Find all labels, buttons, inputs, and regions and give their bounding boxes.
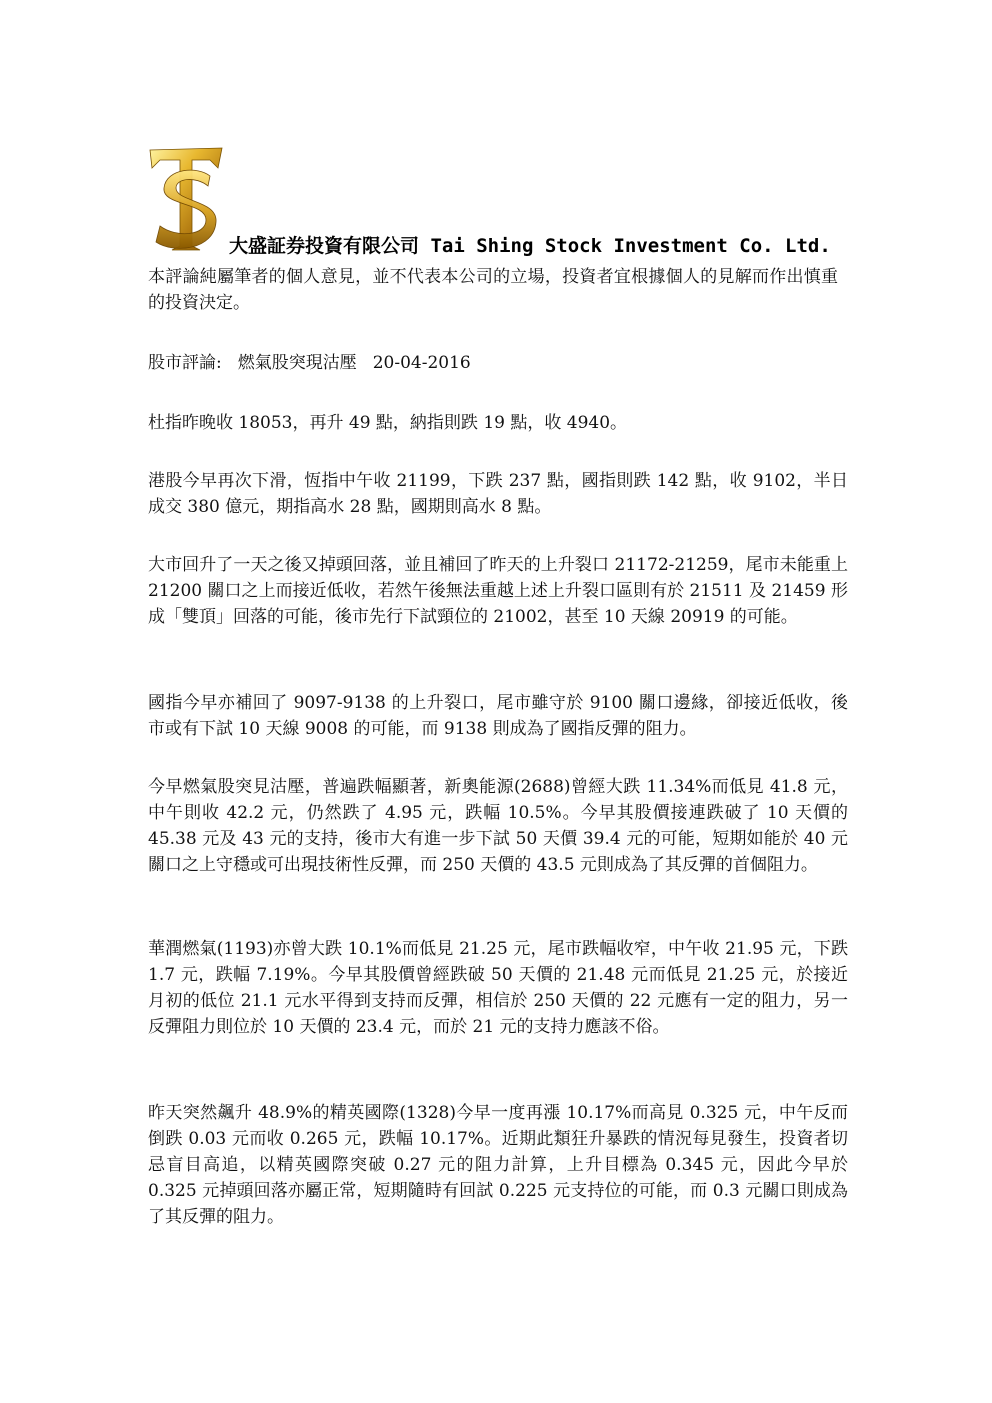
company-name: 大盛証券投資有限公司 Tai Shing Stock Investment Co. Ltd.	[229, 235, 831, 257]
paragraph: 大市回升了一天之後又掉頭回落，並且補回了昨天的上升裂口 21172-21259，尾市未能重上 21200 關口之上而接近低收，若然午後無法重越上述上升裂口區則有於 21511 及 21459 形成「雙頂」回落的可能，後市先行下試頸位的 21002，甚至 10 天線 20919 的可能。	[148, 555, 848, 627]
paragraph: 國指今早亦補回了 9097-9138 的上升裂口，尾市雖守於 9100 關口邊緣，卻接近低收，後市或有下試 10 天線 9008 的可能，而 9138 則成為了國指反彈的阻力。	[148, 693, 848, 739]
paragraph: 今早燃氣股突見沽壓，普遍跌幅顯著，新奧能源(2688)曾經大跌 11.34%而低見 41.8 元，中午則收 42.2 元，仍然跌了 4.95 元，跌幅 10.5%。今早其股價接連跌破了 10 天價的 45.38 元及 43 元的支持，後市大有進一步下試 50 天價 39.4 元的可能，短期如能於 40 元關口之上守穩或可出現技術性反彈，而 250 天價的 43.5 元則成為了其反彈的首個阻力。	[148, 777, 848, 875]
paragraph: 杜指昨晚收 18053，再升 49 點，納指則跌 19 點，收 4940。	[148, 413, 628, 433]
paragraph: 華潤燃氣(1193)亦曾大跌 10.1%而低見 21.25 元，尾市跌幅收窄，中午收 21.95 元，下跌 1.7 元，跌幅 7.19%。今早其股價曾經跌破 50 天價的 21.48 元而低見 21.25 元，於接近月初的低位 21.1 元水平得到支持而反彈，相信於 250 天價的 22 元應有一定的阻力，另一反彈阻力則位於 10 天價的 23.4 元，而於 21 元的支持力應該不俗。	[148, 939, 848, 1037]
paragraph: 昨天突然飆升 48.9%的精英國際(1328)今早一度再漲 10.17%而高見 0.325 元，中午反而倒跌 0.03 元而收 0.265 元，跌幅 10.17%。近期此類狂升暴跌的情況每見發生，投資者切忌盲目高追，以精英國際突破 0.27 元的阻力計算，上升目標為 0.345 元，因此今早於 0.325 元掉頭回落亦屬正常，短期隨時有回試 0.225 元支持位的可能，而 0.3 元關口則成為了其反彈的阻力。	[148, 1103, 848, 1227]
article-category: 股市評論:	[148, 353, 222, 373]
paragraph: 港股今早再次下滑，恆指中午收 21199，下跌 237 點，國指則跌 142 點，收 9102，半日成交 380 億元，期指高水 28 點，國期則高水 8 點。	[148, 471, 848, 517]
article-title: 燃氣股突現沽壓	[237, 353, 357, 373]
article-headline	[148, 350, 848, 376]
article-date: 20-04-2016	[372, 353, 471, 373]
company-logo	[148, 146, 224, 252]
disclaimer: 本評論純屬筆者的個人意見，並不代表本公司的立場，投資者宜根據個人的見解而作出慎重的投資決定。	[148, 267, 838, 313]
